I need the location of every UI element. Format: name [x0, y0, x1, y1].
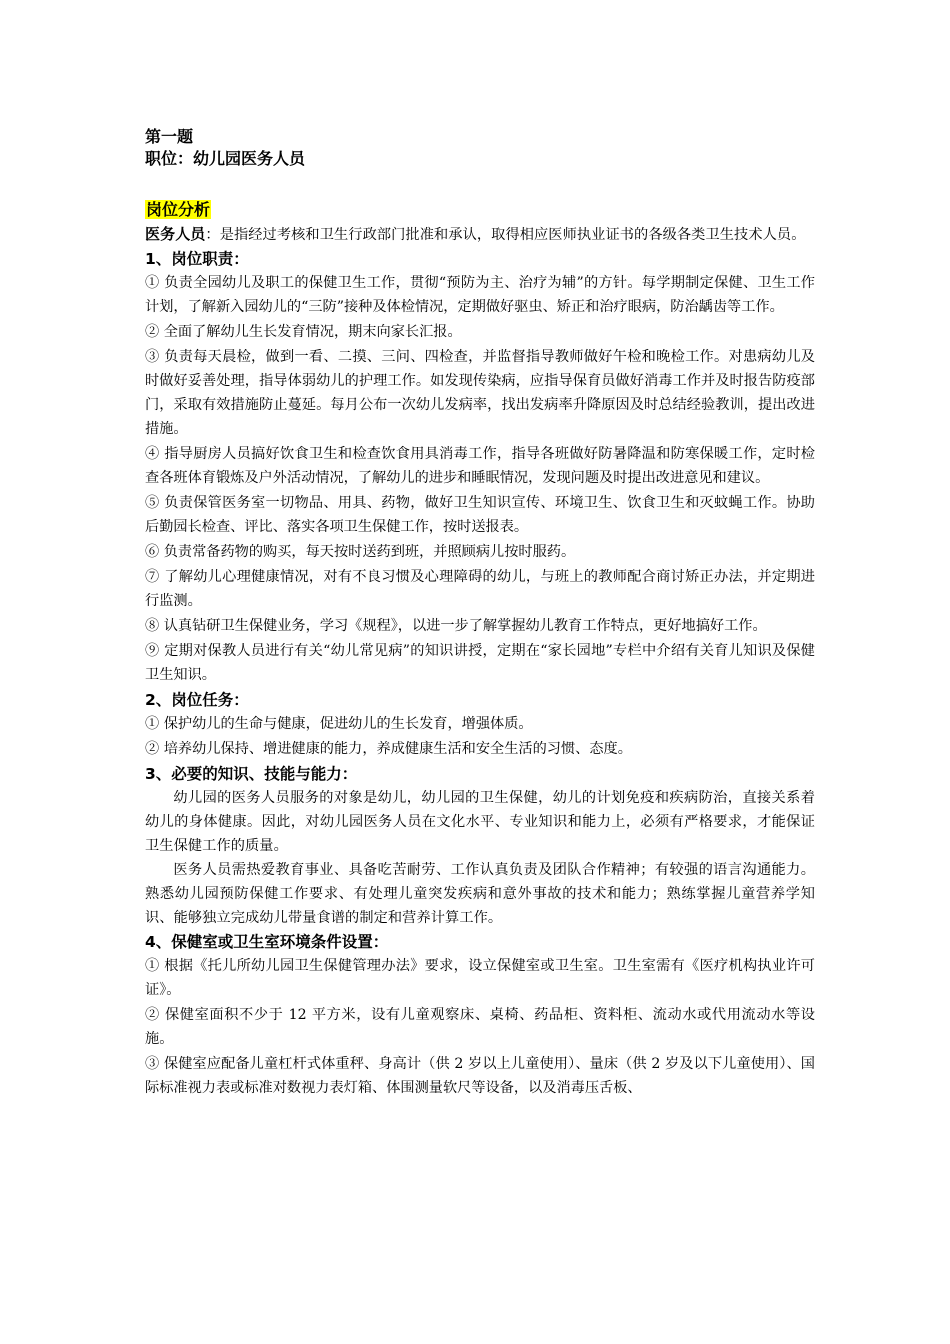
- spacer: [145, 170, 815, 198]
- position-title: 职位：幼儿园医务人员: [145, 149, 306, 168]
- list-item: ① 根据《托儿所幼儿园卫生保健管理办法》要求，设立保健室或卫生室。卫生室需有《医疗机构执业许可证》。: [145, 958, 815, 998]
- list-item: ⑤ 负责保管医务室一切物品、用具、药物，做好卫生知识宣传、环境卫生、饮食卫生和灭蚊蝇工作。协助后勤园长检查、评比、落实各项卫生保健工作，按时送报表。: [145, 495, 815, 535]
- list-item: ② 保健室面积不少于 12 平方米，设有儿童观察床、桌椅、药品柜、资料柜、流动水或代用流动水等设施。: [145, 1007, 815, 1047]
- list-item: ⑨ 定期对保教人员进行有关“幼儿常见病”的知识讲授，定期在“家长园地”专栏中介绍有关育儿知识及保健卫生知识。: [145, 643, 815, 683]
- section-heading-tasks: 2、岗位任务：: [145, 691, 249, 709]
- question-title: 第一题: [145, 127, 194, 146]
- definition-text: ：是指经过考核和卫生行政部门批准和承认，取得相应医师执业证书的各级各类卫生技术人员。: [205, 227, 806, 243]
- section-heading-duties: 1、岗位职责：: [145, 250, 249, 268]
- list-item: ② 全面了解幼儿生长发育情况，期末向家长汇报。: [145, 324, 462, 340]
- definition-term: 医务人员: [145, 225, 206, 243]
- list-item: ① 负责全园幼儿及职工的保健卫生工作，贯彻“预防为主、治疗为辅”的方针。每学期制定保健、卫生工作计划，了解新入园幼儿的“三防”接种及体检情况，定期做好驱虫、矫正和治疗眼病，防治龋齿等工作。: [145, 275, 815, 315]
- section-heading-skills: 3、必要的知识、技能与能力：: [145, 765, 358, 783]
- list-item: ⑦ 了解幼儿心理健康情况，对有不良习惯及心理障碍的幼儿，与班上的教师配合商讨矫正办法，并定期进行监测。: [145, 569, 815, 609]
- document-page: [145, 126, 815, 1101]
- list-item: ② 培养幼儿保持、增进健康的能力，养成健康生活和安全生活的习惯、态度。: [145, 741, 632, 757]
- list-item: ⑧ 认真钻研卫生保健业务，学习《规程》，以进一步了解掌握幼儿教育工作特点，更好地搞好工作。: [145, 618, 767, 634]
- list-item: ④ 指导厨房人员搞好饮食卫生和检查饮食用具消毒工作，指导各班做好防暑降温和防寒保暖工作，定时检查各班体育锻炼及户外活动情况，了解幼儿的进步和睡眠情况，发现问题及时提出改进意见和建议。: [145, 446, 815, 486]
- list-item: ⑥ 负责常备药物的购买，每天按时送药到班，并照顾病儿按时服药。: [145, 544, 576, 560]
- list-item: ③ 负责每天晨检，做到一看、二摸、三问、四检查，并监督指导教师做好午检和晚检工作。对患病幼儿及时做好妥善处理，指导体弱幼儿的护理工作。如发现传染病，应指导保育员做好消毒工作并及时报告防疫部门，采取有效措施防止蔓延。每月公布一次幼儿发病率，找出发病率升降原因及时总结经验教训，提出改进措施。: [145, 349, 815, 437]
- analysis-heading-row: [145, 198, 815, 222]
- body-paragraph: 幼儿园的医务人员服务的对象是幼儿，幼儿园的卫生保健，幼儿的计划免疫和疾病防治，直接关系着幼儿的身体健康。因此，对幼儿园医务人员在文化水平、专业知识和能力上，必须有严格要求，才能保证卫生保健工作的质量。: [145, 790, 815, 854]
- body-paragraph: 医务人员需热爱教育事业、具备吃苦耐劳、工作认真负责及团队合作精神；有较强的语言沟通能力。熟悉幼儿园预防保健工作要求、有处理儿童突发疾病和意外事故的技术和能力；熟练掌握儿童营养学知识、能够独立完成幼儿带量食谱的制定和营养计算工作。: [145, 862, 815, 926]
- definition-paragraph: [145, 222, 815, 247]
- list-item: ① 保护幼儿的生命与健康，促进幼儿的生长发育，增强体质。: [145, 716, 533, 732]
- section-heading-environment: 4、保健室或卫生室环境条件设置：: [145, 933, 389, 951]
- analysis-heading: 岗位分析: [146, 200, 211, 219]
- list-item: ③ 保健室应配备儿童杠杆式体重秤、身高计（供 2 岁以上儿童使用）、量床（供 2 岁及以下儿童使用）、国际标准视力表或标准对数视力表灯箱、体围测量软尺等设备，以及消毒压舌板、: [145, 1056, 815, 1096]
